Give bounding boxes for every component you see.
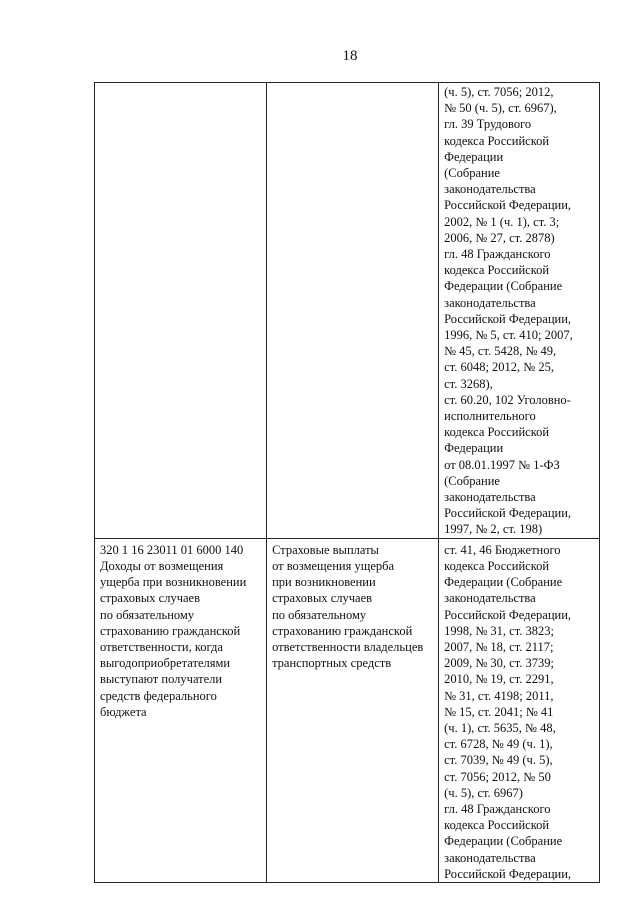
- text-line: № 15, ст. 2041; № 41: [444, 704, 554, 719]
- text-line: № 45, ст. 5428, № 49,: [444, 344, 557, 359]
- text-line: Федерации (Собрание: [444, 834, 563, 849]
- text-line: гл. 48 Гражданского: [444, 247, 551, 262]
- text-line: 2010, № 19, ст. 2291,: [444, 672, 554, 687]
- text-line: кодекса Российской: [444, 425, 550, 440]
- text-line: законодательства: [444, 295, 536, 310]
- revenue-code-cell: [95, 538, 267, 882]
- text-line: ст. 7039, № 49 (ч. 5),: [444, 753, 553, 768]
- text-line: (Собрание: [444, 166, 500, 181]
- text-line: (Собрание: [444, 473, 500, 488]
- text-line: законодательства: [444, 182, 536, 197]
- text-line: (ч. 5), ст. 6967): [444, 785, 523, 800]
- legal-basis-table: [94, 82, 600, 883]
- text-line: Доходы от возмещения: [100, 558, 224, 573]
- text-line: (ч. 5), ст. 7056; 2012,: [444, 85, 554, 99]
- text-line: 1997, № 2, ст. 198): [444, 522, 543, 537]
- page-number: 18: [342, 48, 358, 64]
- text-line: кодекса Российской: [444, 263, 550, 278]
- text-line: ст. 3268),: [444, 376, 493, 391]
- text-line: бюджета: [100, 704, 147, 719]
- description-cell: [267, 83, 439, 539]
- text-line: 1996, № 5, ст. 410; 2007,: [444, 328, 573, 343]
- text-line: гл. 48 Гражданского: [444, 801, 551, 816]
- text-line: ответственности владельцев: [272, 639, 424, 654]
- text-line: транспортных средств: [272, 656, 392, 671]
- text-line: страхованию гражданской: [100, 623, 241, 638]
- text-line: ст. 41, 46 Бюджетного: [444, 542, 561, 557]
- text-line: законодательства: [444, 591, 536, 606]
- text-line: кодекса Российской: [444, 818, 550, 833]
- text-line: при возникновении: [272, 575, 376, 590]
- text-line: Федерации: [444, 441, 504, 456]
- text-line: выступают получатели: [100, 672, 223, 687]
- text-line: № 31, ст. 4198; 2011,: [444, 688, 554, 703]
- text-line: страхованию гражданской: [272, 623, 413, 638]
- text-line: 320 1 16 23011 01 6000 140: [100, 542, 244, 557]
- text-line: кодекса Российской: [444, 133, 550, 148]
- text-line: от возмещения ущерба: [272, 558, 395, 573]
- text-line: ст. 60.20, 102 Уголовно-: [444, 392, 571, 407]
- revenue-code-cell: [95, 83, 267, 539]
- text-line: Федерации (Собрание: [444, 279, 563, 294]
- text-line: гл. 39 Трудового: [444, 117, 532, 132]
- text-line: 2007, № 18, ст. 2117;: [444, 639, 554, 654]
- text-line: ущерба при возникновении: [100, 575, 247, 590]
- text-line: 1998, № 31, ст. 3823;: [444, 623, 554, 638]
- text-line: законодательства: [444, 850, 536, 865]
- text-line: по обязательному: [272, 607, 367, 622]
- text-line: Федерации: [444, 149, 504, 164]
- text-line: ст. 6048; 2012, № 25,: [444, 360, 554, 375]
- text-line: от 08.01.1997 № 1-ФЗ: [444, 457, 560, 472]
- text-line: Российской Федерации,: [444, 506, 572, 521]
- text-line: исполнительного: [444, 409, 536, 424]
- text-line: страховых случаев: [272, 591, 373, 606]
- text-line: по обязательному: [100, 607, 195, 622]
- text-line: 2009, № 30, ст. 3739;: [444, 656, 554, 671]
- text-line: Федерации (Собрание: [444, 575, 563, 590]
- text-line: № 50 (ч. 5), ст. 6967),: [444, 101, 557, 116]
- table-row: [95, 538, 600, 882]
- text-line: средств федерального: [100, 688, 217, 703]
- text-line: Российской Федерации,: [444, 198, 572, 213]
- text-line: ст. 6728, № 49 (ч. 1),: [444, 737, 553, 752]
- legal-basis-cell: [439, 538, 600, 882]
- text-line: Страховые выплаты: [272, 542, 379, 557]
- text-line: (ч. 1), ст. 5635, № 48,: [444, 720, 556, 735]
- text-line: ст. 7056; 2012, № 50: [444, 769, 551, 784]
- legal-basis-cell: [439, 83, 600, 539]
- text-line: 2006, № 27, ст. 2878): [444, 230, 555, 245]
- text-line: законодательства: [444, 490, 536, 505]
- text-line: Российской Федерации,: [444, 866, 572, 881]
- description-cell: [267, 538, 439, 882]
- text-line: страховых случаев: [100, 591, 200, 606]
- text-line: 2002, № 1 (ч. 1), ст. 3;: [444, 214, 560, 229]
- text-line: Российской Федерации,: [444, 311, 572, 326]
- text-line: выгодоприобретателями: [100, 656, 231, 671]
- text-line: кодекса Российской: [444, 558, 550, 573]
- table-row: [95, 83, 600, 539]
- text-line: Российской Федерации,: [444, 607, 572, 622]
- text-line: ответственности, когда: [100, 639, 223, 654]
